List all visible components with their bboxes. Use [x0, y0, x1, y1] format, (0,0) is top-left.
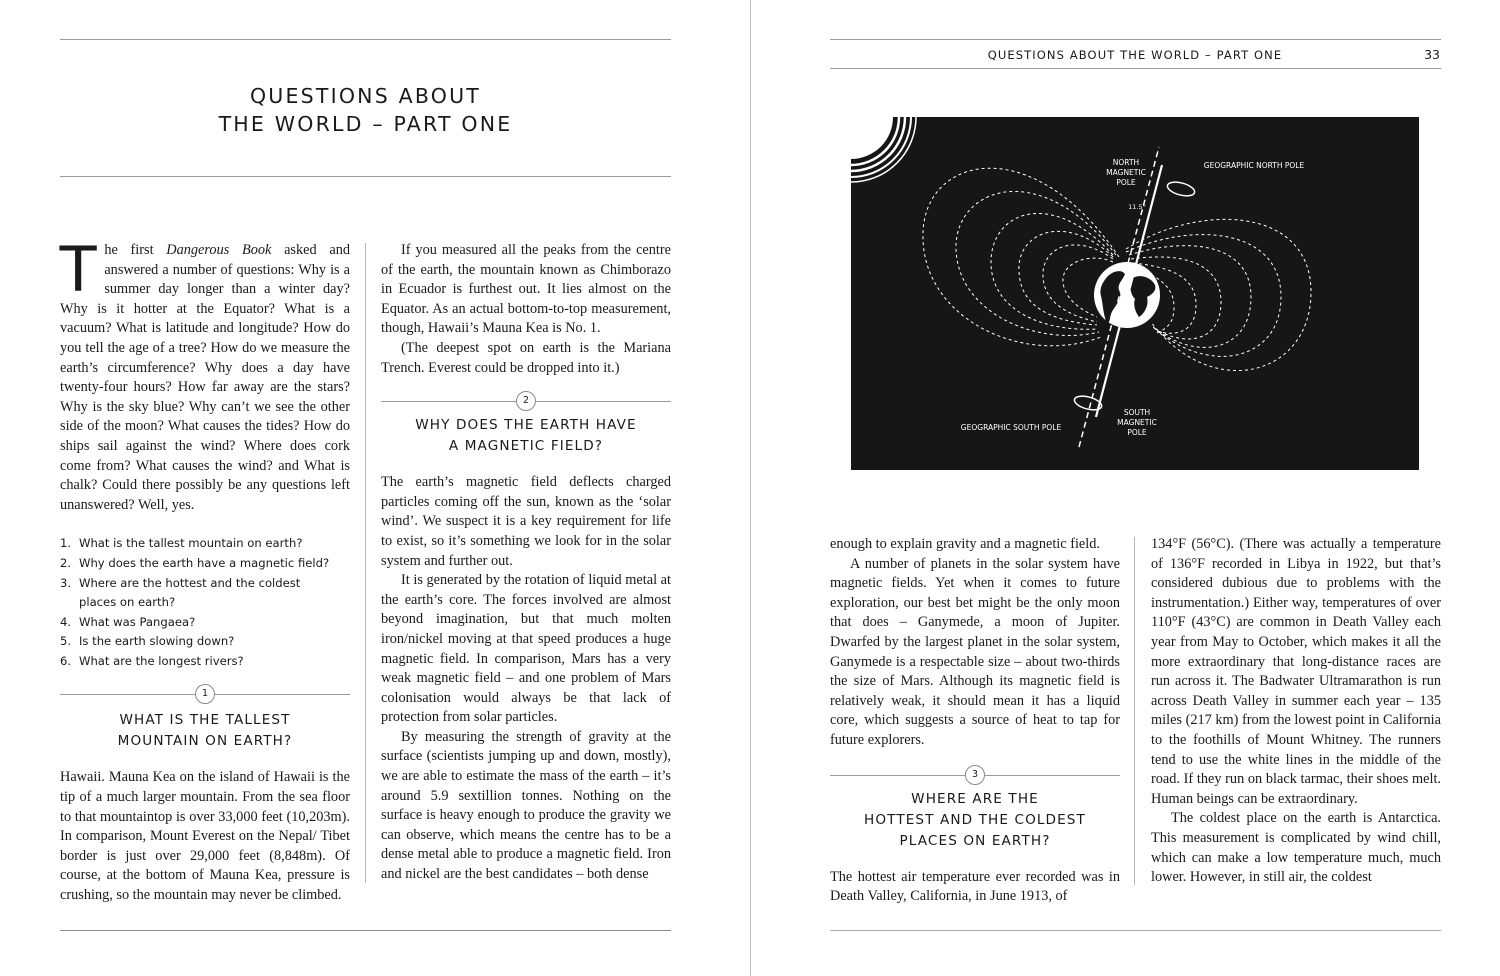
column-divider: [365, 243, 366, 883]
question-item: [60, 574, 350, 613]
intro-text: he first: [104, 242, 167, 258]
top-rule: [830, 39, 1441, 40]
question-item: [60, 613, 350, 633]
body-paragraph: Hawaii. Mauna Kea on the island of Hawaii is the tip of a much larger mountain. From the sea floor to that mountaintop is over 33,000 feet (10,203m). In comparison, Mount Everest on the Nepal/ Tibet border is just over 29,000 feet (8,848m). Of course, at the bottom of Mauna Kea, pressure is crushing, so the mountain may never be climbed.: [60, 769, 350, 904]
body-paragraph: A number of planets in the solar system have magnetic fields. Yet when it comes to future exploration, our best bet might be the only moon that does – Ganymede, a moon of Jupiter. Dwarfed by the largest planet in the solar system, Ganymede is a respectable size – about two-thirds the size of Mars. Although its magnetic field is relatively weak, it should mean it has a liquid core, which suggests a source of heat to tap for future explorers.: [830, 555, 1120, 748]
intro-paragraph: [58, 231, 350, 515]
section-heading-line: MOUNTAIN ON EARTH?: [117, 733, 293, 750]
question-text: Is the earth slowing down?: [79, 634, 235, 649]
body-paragraph: 134°F (56°C). (There was actually a temperature of 136°F recorded in Libya in 1922, but that’s considered dubious due to problems with the instrumentation.) Either way, temperatures of over 110°F (43°C) are common in Death Valley each year from May to October, which makes it all the more extraordinary that long-distance races are run across it. The Badwater Ultramarathon is run across Death Valley in summer each year – 135 miles (217 km) from the lowest point in California to the foothills of Mount Whitney. The runners tend to use the white lines in the middle of the road. If they run on black tarmac, their shoes melt. Human beings can be extraordinary.: [1151, 536, 1441, 807]
sun-icon: [851, 117, 916, 182]
section-heading-line: WHY DOES THE EARTH HAVE: [415, 417, 637, 434]
svg-text:MAGNETIC: MAGNETIC: [1117, 418, 1157, 427]
question-item: [60, 632, 350, 652]
section-heading-line: HOTTEST AND THE COLDEST: [864, 811, 1086, 828]
body-paragraph: (The deepest spot on earth is the Mariana Trench. Everest could be dropped into it.): [381, 339, 671, 376]
question-number: 5.: [60, 634, 72, 649]
drop-cap: T: [58, 231, 99, 305]
rotation-arrow-icon: [1166, 180, 1196, 199]
svg-text:NORTH: NORTH: [1112, 158, 1140, 167]
question-number: 4.: [60, 614, 72, 629]
body-paragraph: If you measured all the peaks from the centre of the earth, the mountain known as Chimborazo in Ecuador is furthest out. It lies almost on the Equator. As an actual bottom-to-top measurement, though, Hawaii’s Mauna Kea is No. 1.: [381, 242, 671, 337]
question-text: What are the longest rivers?: [79, 653, 244, 668]
section-heading-line: WHAT IS THE TALLEST: [119, 712, 291, 729]
question-text: Where are the hottest and the coldest places on earth?: [79, 575, 301, 610]
top-rule: [60, 39, 671, 40]
question-number: 3.: [60, 575, 72, 590]
header-rule: [830, 68, 1441, 69]
section-heading-2: [381, 415, 671, 457]
section-heading-3: [830, 789, 1120, 852]
svg-text:GEOGRAPHIC SOUTH POLE: GEOGRAPHIC SOUTH POLE: [960, 423, 1062, 432]
chapter-title-line: THE WORLD – PART ONE: [218, 112, 513, 136]
right-column-2: [1151, 535, 1441, 888]
running-head: [830, 46, 1440, 64]
diagram-svg: [851, 117, 1419, 470]
question-number: 6.: [60, 653, 72, 668]
svg-text:11.5°: 11.5°: [1128, 203, 1146, 211]
page-gutter: [750, 0, 751, 976]
title-rule: [60, 176, 671, 177]
section-heading-1: [60, 710, 350, 752]
bottom-rule: [60, 930, 671, 931]
svg-text:POLE: POLE: [1116, 178, 1136, 187]
question-text: What was Pangaea?: [79, 614, 196, 629]
chapter-title-line: QUESTIONS ABOUT: [249, 84, 482, 108]
page-number: 33: [1424, 47, 1440, 62]
magnetic-field-diagram: [851, 117, 1419, 470]
body-paragraph: The hottest air temperature ever recorded was in Death Valley, California, in June 1913, of: [830, 868, 1120, 905]
question-item: [60, 534, 350, 554]
body-paragraph: It is generated by the rotation of liquid metal at the earth’s core. The forces involved are almost beyond imagination, but that much molten iron/nickel moving at that speed produces a huge magnetic field. In comparison, Mars has a very weak magnetic field – and one problem of Mars colonisation would always be that lack of protection from solar particles.: [381, 572, 671, 726]
question-text: What is the tallest mountain on earth?: [79, 536, 303, 551]
body-paragraph: The coldest place on the earth is Antarctica. This measurement is complicated by wind chill, which can make a low temperature much, much lower. However, in still air, the coldest: [1151, 810, 1441, 886]
left-column-2: [381, 241, 671, 885]
svg-text:POLE: POLE: [1127, 428, 1147, 437]
book-title-italic: Dangerous Book: [166, 242, 272, 258]
section-heading-line: A MAGNETIC FIELD?: [448, 438, 604, 455]
bottom-rule: [830, 930, 1441, 931]
section-divider-3: [830, 765, 1120, 784]
question-number: 2.: [60, 555, 72, 570]
question-text: Why does the earth have a magnetic field?: [79, 555, 330, 570]
question-item: [60, 554, 350, 574]
right-column-1: [830, 535, 1120, 907]
column-divider: [1134, 537, 1135, 885]
svg-text:GEOGRAPHIC NORTH POLE: GEOGRAPHIC NORTH POLE: [1203, 161, 1305, 170]
section-number-badge: 1: [195, 684, 215, 704]
question-number: 1.: [60, 536, 72, 551]
question-item: [60, 652, 350, 672]
running-head-title: QUESTIONS ABOUT THE WORLD – PART ONE: [987, 48, 1283, 62]
section-divider-2: [381, 391, 671, 410]
left-column-1: [58, 231, 350, 906]
section-divider-1: [60, 684, 350, 703]
body-paragraph: The earth’s magnetic field deflects charged particles coming off the sun, known as the ‘solar wind’. We suspect it is a key requirement for life to exist, so it’s something we look for in the solar system and further out.: [381, 474, 671, 569]
svg-text:SOUTH: SOUTH: [1123, 408, 1151, 417]
section-number-badge: 2: [516, 391, 536, 411]
chapter-title: [60, 82, 671, 138]
section-heading-line: WHERE ARE THE: [911, 790, 1039, 807]
intro-text: asked and answered a number of questions: Why is a summer day longer than a winter day? Why is it hotter at the Equator? What is a vacuum? What is latitude and longitude? How do you tell the age of a tree? How do we measure the earth’s circumference? Why does a day have twenty-four hours? How far away are the stars? Why is the sky blue? Why can’t we see the other side of the moon? What causes the tides? How do ships sail against the wind? Where does cork come from? What causes the wind? and What is chalk? Could there possibly be any questions left unanswered? Well, yes.: [60, 242, 350, 513]
question-list: [60, 534, 350, 671]
body-paragraph: By measuring the strength of gravity at the surface (scientists jumping up and down, mostly), we are able to estimate the mass of the earth – it’s around 5.9 sextillion tonnes. Nothing on the surface is heavy enough to produce the gravity we can observe, which means the centre has to be a dense metal able to produce a magnetic field. Iron and nickel are the best candidates – both dense: [381, 728, 671, 883]
body-paragraph: enough to explain gravity and a magnetic field.: [830, 536, 1100, 552]
section-heading-line: PLACES ON EARTH?: [899, 832, 1051, 849]
svg-text:MAGNETIC: MAGNETIC: [1106, 168, 1146, 177]
section-number-badge: 3: [965, 765, 985, 785]
